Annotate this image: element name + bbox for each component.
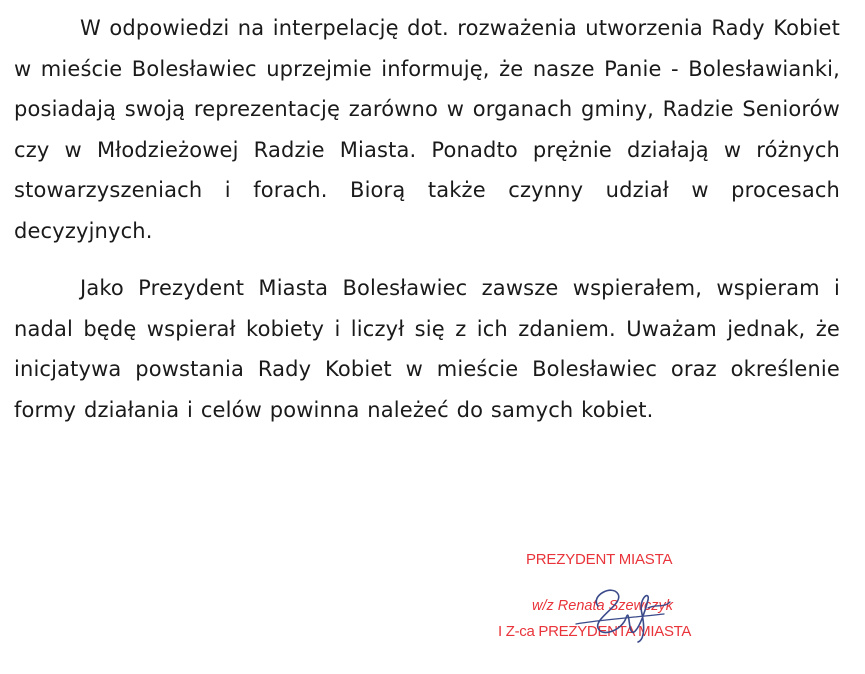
stamp-title: PREZYDENT MIASTA xyxy=(526,551,673,568)
handwritten-signature xyxy=(568,578,678,644)
signature-stroke-underline xyxy=(576,614,664,624)
paragraph-response xyxy=(14,8,840,251)
stamp-deputy-title: I Z-ca PREZYDENTA MIASTA xyxy=(498,623,692,640)
paragraph-response-text: W odpowiedzi na interpelację dot. rozważenia utworzenia Rady Kobiet w mieście Bolesławiec uprzejmie informuję, że nasze Panie - Bolesławianki, posiadają swoją reprezentację zarówno w organach gminy, Radzie Seniorów czy w Młodzieżowej Radzie Miasta. Ponadto prężnie działają w różnych stowarzyszeniach i forach. Biorą także czynny udział w procesach decyzyjnych. xyxy=(14,16,840,243)
stamp-deputy-name: w/z Renata Szewczyk xyxy=(532,598,674,614)
signature-stroke-tail xyxy=(648,602,670,608)
paragraph-mayor-statement xyxy=(14,268,840,430)
paragraph-mayor-statement-text: Jako Prezydent Miasta Bolesławiec zawsze wspierałem, wspieram i nadal będę wspierał kobiety i liczył się z ich zdaniem. Uważam jednak, że inicjatywa powstania Rady Kobiet w mieście Bolesławiec oraz określenie formy działania i celów powinna należeć do samych kobiet. xyxy=(14,276,840,422)
official-stamp xyxy=(470,538,770,658)
